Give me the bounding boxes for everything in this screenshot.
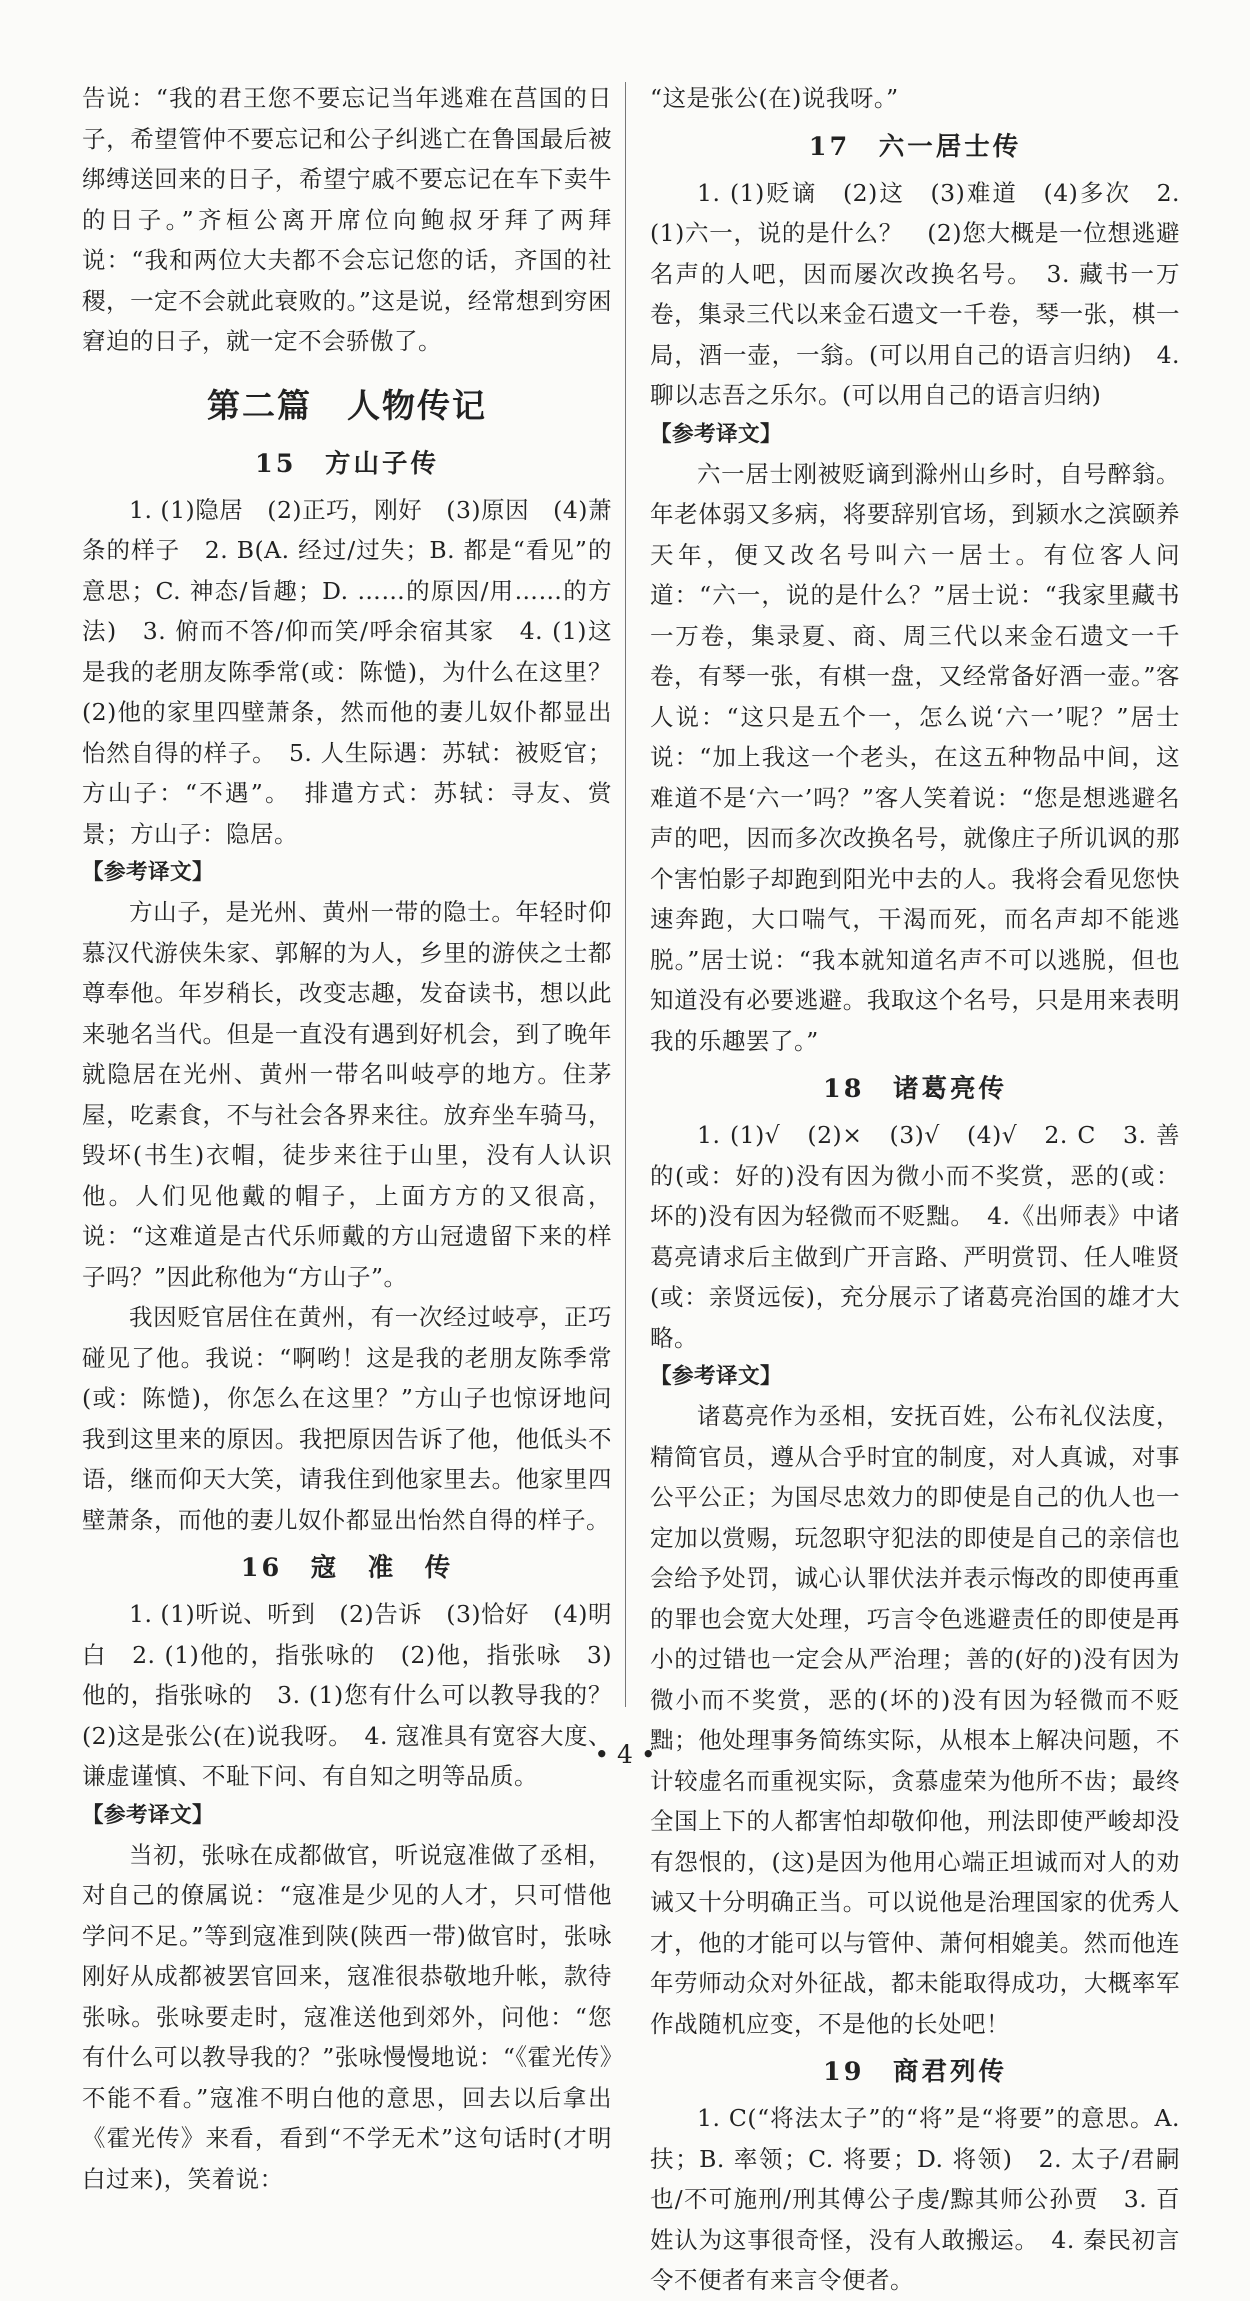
section-18-ref-header: 【参考译文】: [650, 1364, 783, 1389]
section-17-answers: 1. (1)贬谪 (2)这 (3)难道 (4)多次 2. (1)六一，说的是什么？ (2)您大概是一位想逃避名声的人吧，因而屡次改换名号。 3. 藏书一万卷，集录三代以来金石遗文一千卷，琴一张，棋一局，酒一壶，一翁。(可以用自己的语言归纳) 4. 聊以志吾之乐尔。(可以用自己的语言归纳): [650, 178, 1180, 409]
section-16-answers: 1. (1)听说、听到 (2)告诉 (3)恰好 (4)明白 2. (1)他的，指张咏的 (2)他，指张咏 3)他的，指张咏的 3. (1)您有什么可以教导我的？ (2)这是张公(在)说我呀。 4. 寇准具有宽容大度、谦虚谨慎、不耻下问、有自知之明等品质。: [82, 1600, 636, 1790]
intro-paragraph: 告说：“我的君王您不要忘记当年逃难在莒国的日子，希望管仲不要忘记和公子纠逃亡在鲁国最后被绑缚送回来的日子，希望宁戚不要忘记在车下卖牛的日子。”齐桓公离开席位向鲍叔牙拜了两拜说：“我和两位大夫都不会忘记您的话，齐国的社稷，一定不会就此衰败的。”这是说，经常想到穷困窘迫的日子，就一定不会骄傲了。: [82, 84, 612, 355]
section-17-ref-header: 【参考译文】: [650, 421, 783, 447]
section-16-title: 16 寇 准 传: [240, 1553, 454, 1583]
section-15-answers: 1. (1)隐居 (2)正巧，刚好 (3)原因 (4)萧条的样子 2. B(A. 经过/过失；B. 都是“看见”的意思；C. 神态/旨趣；D. ……的原因/用……的方法) 3. 俯而不答/仰而笑/呼余宿其家 4. (1)这是我的老朋友陈季常(或：陈慥)，为什么在这里？ (2)他的家里四壁萧条，然而他的妻儿奴仆都显出怡然自得的样子。 5. 人生际遇：苏轼：被贬官；方山子：“不遇”。 排遣方式：苏轼：寻友、赏景；方山子：隐居。: [82, 495, 636, 848]
section-16-translation-1: 当初，张咏在成都做官，听说寇准做了丞相，对自己的僚属说：“寇准是少见的人才，只可惜他学问不足。”等到寇准到陕(陕西一带)做官时，张咏刚好从成都被罢官回来，寇准很恭敬地升帐，款待张咏。张咏要走时，寇准送他到郊外，问他：“您有什么可以教导我的？”张咏慢慢地说：“《霍光传》不能不看。”寇准不明白他的意思，回去以后拿出《霍光传》来看，看到“不学无术”这句话时(才明白过来)，笑着说：: [82, 1840, 612, 2193]
section-18-title: 18 诸葛亮传: [823, 1074, 1007, 1104]
section-17-translation-1: 六一居士刚被贬谪到滁州山乡时，自号醉翁。年老体弱又多病，将要辞别官场，到颍水之滨颐养天年，便又改名号叫六一居士。有位客人问道：“六一，说的是什么？”居士说：“我家里藏书一万卷，集录夏、商、周三代以来金石遗文一千卷，有琴一张，有棋一盘，又经常备好酒一壶。”客人说：“这只是五个一，怎么说‘六一’呢？”居士说：“加上我这一个老头，在这五种物品中间，这难道不是‘六一’吗？”客人笑着说：“您是想逃避名声的吧，因而多次改换名号，就像庄子所讥讽的那个害怕影子却跑到阳光中去的人。我将会看见您快速奔跑，大口喘气，干渴而死，而名声却不能逃脱。”居士说：“我本就知道名声不可以逃脱，但也知道没有必要逃避。我取这个名号，只是用来表明我的乐趣罢了。”: [650, 459, 1180, 1055]
continued-text: “这是张公(在)说我呀。”: [650, 84, 899, 112]
part-title: 第二篇 人物传记: [207, 385, 487, 425]
section-15-translation-1: 方山子，是光州、黄州一带的隐士。年轻时仰慕汉代游侠朱家、郭解的为人，乡里的游侠之士都尊奉他。年岁稍长，改变志趣，发奋读书，想以此来驰名当代。但是一直没有遇到好机会，到了晚年就隐居在光州、黄州一带名叫岐亭的地方。住茅屋，吃素食，不与社会各界来往。放弃坐车骑马，毁坏(书生)衣帽，徒步来往于山里，没有人认识他。人们见他戴的帽子，上面方方的又很高，说：“这难道是古代乐师戴的方山冠遗留下来的样子吗？”因此称他为“方山子”。: [82, 898, 612, 1291]
section-15-ref-header: 【参考译文】: [82, 860, 215, 885]
section-15-title: 15 方山子传: [255, 448, 439, 479]
column-divider: [625, 82, 626, 1707]
section-18-translation-1: 诸葛亮作为丞相，安抚百姓，公布礼仪法度，精简官员，遵从合乎时宜的制度，对人真诚，对事公平公正；为国尽忠效力的即使是自己的仇人也一定加以赏赐，玩忽职守犯法的即使是自己的亲信也会给予处罚，诚心认罪伏法并表示悔改的即使再重的罪也会宽大处理，巧言令色逃避责任的即使是再小的过错也一定会从严治理；善的(好的)没有因为微小而不奖赏，恶的(坏的)没有因为轻微而不贬黜；他处理事务简练实际，从根本上解决问题，不计较虚名而重视实际，贪慕虚荣为他所不齿；最终全国上下的人都害怕却敬仰他，刑法即使严峻却没有怨恨的，(这)是因为他用心端正坦诚而对人的劝诫又十分明确正当。可以说他是治理国家的优秀人才，他的才能可以与管仲、萧何相媲美。然而他连年劳师动众对外征战，都未能取得成功，大概率军作战随机应变，不是他的长处吧！: [650, 1402, 1180, 2038]
section-19-title: 19 商君列传: [823, 2057, 1007, 2087]
section-17-title: 17 六一居士传: [808, 131, 1022, 162]
page-number: • 4 •: [594, 1740, 656, 1769]
section-15-translation-2: 我因贬官居住在黄州，有一次经过岐亭，正巧碰见了他。我说：“啊哟！这是我的老朋友陈季常(或：陈慥)，你怎么在这里？”方山子也惊讶地问我到这里来的原因。我把原因告诉了他，他低头不语，继而仰天大笑，请我住到他家里去。他家里四壁萧条，而他的妻儿奴仆都显出怡然自得的样子。: [82, 1303, 612, 1534]
section-19-answers: 1. C(“将法太子”的“将”是“将要”的意思。A. 扶；B. 率领；C. 将要；D. 将领) 2. 太子/君嗣也/不可施刑/刑其傅公子虔/黥其师公孙贾 3. 百姓认为这事很奇怪，没有人敢搬运。 4. 秦民初言令不便者有来言令便者。: [650, 2104, 1180, 2294]
left-column: [82, 78, 636, 2199]
section-18-answers: 1. (1)√ (2)× (3)√ (4)√ 2. C 3. 善的(或：好的)没有因为微小而不奖赏，恶的(或：坏的)没有因为轻微而不贬黜。 4.《出师表》中诸葛亮请求后主做到广开言路、严明赏罚、任人唯贤(或：亲贤远佞)，充分展示了诸葛亮治国的雄才大略。: [650, 1121, 1180, 1352]
right-column: [650, 78, 1180, 2301]
section-16-ref-header: 【参考译文】: [82, 1802, 215, 1828]
